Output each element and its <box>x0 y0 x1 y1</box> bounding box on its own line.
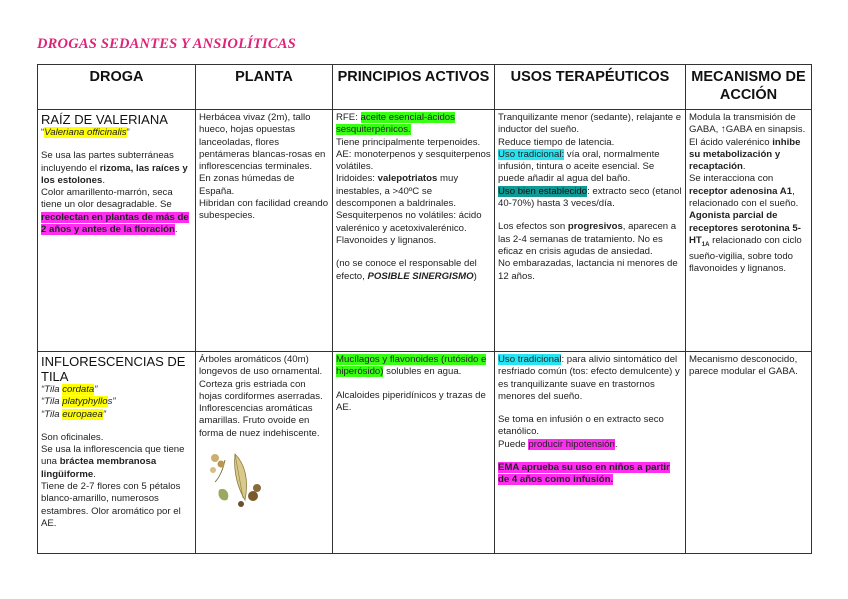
latin-name: “Valeriana officinalis” <box>41 127 130 138</box>
drug-description-2: Color amarillento-marrón, seca tiene un olor desagradable. Se recolectan en plantas de más de 2 años y antes de la floración. <box>41 187 189 236</box>
cell-planta-valeriana: Herbácea vivaz (2m), tallo hueco, hojas opuestas lanceoladas, flores pentámeras blancas-rosas en inflorescencias terminales. En zonas húmedas de España. Hibridan con facilidad creando subespecies. <box>196 110 333 352</box>
cell-droga-tila: INFLORESCENCIAS DE TILA “Tila cordata” “Tila platyphyllos” “Tila europaea” Son oficinales. Se usa la inflorescencia que tiene una bráctea membranosa lingüiforme. Tiene de 2-7 flores con 5 pétalos blanco-amarillo, numerosos estambres. Olor aromático por el AE. <box>38 352 196 554</box>
drug-table <box>37 64 812 554</box>
cell-mecanismo-valeriana: Modula la transmisión de GABA, ↑GABA en sinapsis. El ácido valerénico inhibe su metabolización y recaptación. Se interacciona con receptor adenosina A1, relacionado con el sueño. Agonista parcial de receptores serotonina $5-HT_{1A}$ relacionado con ciclo sueño-vigilia, sobre todo flavonoides y lignanos. <box>686 110 812 352</box>
cell-usos-valeriana: Tranquilizante menor (sedante), relajante e inductor del sueño. Reduce tiempo de latencia. Uso tradicional: vía oral, normalmente infusión, tintura o aceite esencial. Se puede añadir al agua del baño. Uso bien establecido: extracto seco (etanol 40-70%) hasta 3 veces/día. Los efectos son progresivos, aparecen a las 2-4 semanas de tratamiento. No es eficaz en crisis agudas de ansiedad. No embarazadas, lactancia ni menores de 12 años. <box>495 110 686 352</box>
header-row <box>38 65 812 110</box>
cell-mecanismo-tila: Mecanismo desconocido, parece modular el GABA. <box>686 352 812 554</box>
page-title: DROGAS SEDANTES Y ANSIOLÍTICAS <box>37 36 296 52</box>
header-droga: DROGA <box>38 65 196 110</box>
linden-flower-icon <box>205 450 265 508</box>
drug-name: RAÍZ DE VALERIANA <box>41 112 168 127</box>
header-principios: PRINCIPIOS ACTIVOS <box>333 65 495 110</box>
cell-droga-valeriana <box>38 110 196 352</box>
header-mecanismo: MECANISMO DE ACCIÓN <box>686 65 812 110</box>
cell-principios-valeriana: RFE: aceite esencial-ácidos sesquiterpénicos. Tiene principalmente terpenoides. AE: monoterpenos y sesquiterpenos volátiles. Iridoides: valepotriatos muy inestables, a >40ºC se descomponen a baldrinales. Sesquiterpenos no volátiles: ácido valerénico y acetoxivalerénico. Flavonoides y lignanos. (no se conoce el responsable del efecto, POSIBLE SINERGISMO) <box>333 110 495 352</box>
cell-principios-tila: Mucílagos y flavonoides (rutósido e hiperósido) solubles en agua. Alcaloides piperidínicos y trazas de AE. <box>333 352 495 554</box>
cell-usos-tila: Uso tradicional: para alivio sintomático del resfriado común (tos: efecto demulcente) y es tranquilizante suave en trastornos menores del sueño. Se toma en infusión o en extracto seco etanólico. Puede producir hipotensión. EMA aprueba su uso en niños a partir de 4 años como infusión. <box>495 352 686 554</box>
table-row-valeriana <box>38 110 812 352</box>
header-usos: USOS TERAPÉUTICOS <box>495 65 686 110</box>
header-planta: PLANTA <box>196 65 333 110</box>
drug-description: Se usa las partes subterráneas incluyendo el rizoma, las raíces y los estolones. <box>41 150 188 186</box>
cell-planta-tila: Árboles aromáticos (40m) longevos de uso ornamental. Corteza gris estriada con hojas cordiformes aserradas. Inflorescencias aromáticas amarillas. Fruto ovoide en forma de nuez indehiscente. <box>196 352 333 554</box>
drug-name: INFLORESCENCIAS DE TILA <box>41 354 186 384</box>
table-row-tila <box>38 352 812 554</box>
